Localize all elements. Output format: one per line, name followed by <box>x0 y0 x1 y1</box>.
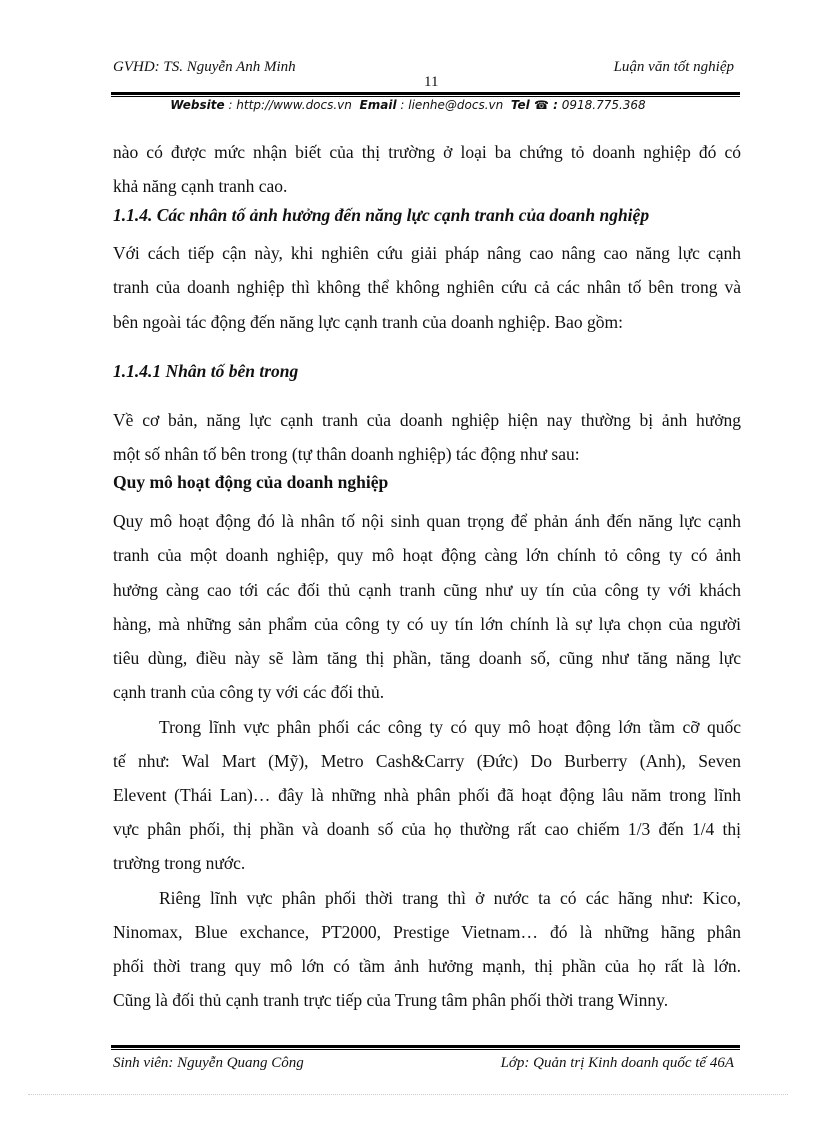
email-value: : lienhe@docs.vn <box>400 98 504 112</box>
body-line: cạnh tranh của công ty với các đối thủ. <box>113 682 385 702</box>
body-line: Ninomax, Blue exchance, PT2000, Prestige Vietnam… đó là những hãng phân <box>113 922 741 942</box>
body-line: tiêu dùng, điều này sẽ làm tăng thị phần, tăng doanh số, cũng như tăng năng lực <box>113 648 741 668</box>
tel-label: Tel ☎ : <box>510 98 558 112</box>
body-line: vực phân phối, thị phần và doanh số của họ thường rất cao chiếm 1/3 đến 1/4 thị <box>113 819 741 839</box>
footer-student: Sinh viên: Nguyễn Quang Công <box>113 1055 304 1071</box>
body-line: tranh của một doanh nghiệp, quy mô hoạt động càng lớn chính tỏ công ty có ảnh <box>113 545 741 565</box>
page-edge-divider <box>28 1094 788 1095</box>
section-heading-1-1-4-1: 1.1.4.1 Nhân tố bên trong <box>113 361 299 381</box>
header-rule-thin <box>111 96 740 97</box>
tel-value: 0918.775.368 <box>561 98 646 112</box>
body-line: Với cách tiếp cận này, khi nghiên cứu giải pháp nâng cao nâng cao năng lực cạnh <box>113 243 741 263</box>
body-line: Trong lĩnh vực phân phối các công ty có quy mô hoạt động lớn tầm cỡ quốc <box>159 717 741 737</box>
header-doc-type: Luận văn tốt nghiệp <box>613 59 734 75</box>
header-contact-line <box>0 98 816 112</box>
body-line: phối thời trang quy mô lớn có tầm ảnh hưởng mạnh, thị phần của họ rất là lớn. <box>113 956 741 976</box>
body-line: nào có được mức nhận biết của thị trường ở loại ba chứng tỏ doanh nghiệp đó có <box>113 142 741 162</box>
footer-rule-thick <box>111 1045 740 1048</box>
footer-class: Lớp: Quản trị Kinh doanh quốc tế 46A <box>500 1055 734 1071</box>
website-label: Website <box>170 98 225 112</box>
page-number: 11 <box>424 74 439 90</box>
website-value: : http://www.docs.vn <box>228 98 352 112</box>
body-line: Elevent (Thái Lan)… đây là những nhà phân phối đã hoạt động lâu năm trong lĩnh <box>113 785 741 805</box>
body-line: khả năng cạnh tranh cao. <box>113 176 288 196</box>
body-line: Cũng là đối thủ cạnh tranh trực tiếp của Trung tâm phân phối thời trang Winny. <box>113 990 669 1010</box>
email-label: Email <box>359 98 397 112</box>
body-line: trường trong nước. <box>113 853 246 873</box>
header-supervisor: GVHD: TS. Nguyễn Anh Minh <box>113 59 296 75</box>
footer-rule-thin <box>111 1049 740 1050</box>
subheading-scale: Quy mô hoạt động của doanh nghiệp <box>113 472 389 492</box>
body-line: hưởng càng cao tới các đối thủ cạnh tranh cũng như uy tín của công ty với khách <box>113 580 741 600</box>
body-line: tế như: Wal Mart (Mỹ), Metro Cash&Carry (Đức) Do Burberry (Anh), Seven <box>113 751 741 771</box>
body-line: Riêng lĩnh vực phân phối thời trang thì ở nước ta có các hãng như: Kico, <box>159 888 741 908</box>
body-line: tranh của doanh nghiệp thì không thể không nghiên cứu cả các nhân tố bên trong và <box>113 277 741 297</box>
section-heading-1-1-4: 1.1.4. Các nhân tố ảnh hưởng đến năng lực cạnh tranh của doanh nghiệp <box>113 205 650 225</box>
header-rule-thick <box>111 92 740 95</box>
body-line: hàng, mà những sản phẩm của công ty có uy tín lớn chính là sự lựa chọn của người <box>113 614 741 634</box>
body-line: một số nhân tố bên trong (tự thân doanh nghiệp) tác động như sau: <box>113 444 580 464</box>
body-line: bên ngoài tác động đến năng lực cạnh tranh của doanh nghiệp. Bao gồm: <box>113 312 624 332</box>
body-line: Quy mô hoạt động đó là nhân tố nội sinh quan trọng để phản ánh đến năng lực cạnh <box>113 511 741 531</box>
body-line: Về cơ bản, năng lực cạnh tranh của doanh nghiệp hiện nay thường bị ảnh hưởng <box>113 410 741 430</box>
